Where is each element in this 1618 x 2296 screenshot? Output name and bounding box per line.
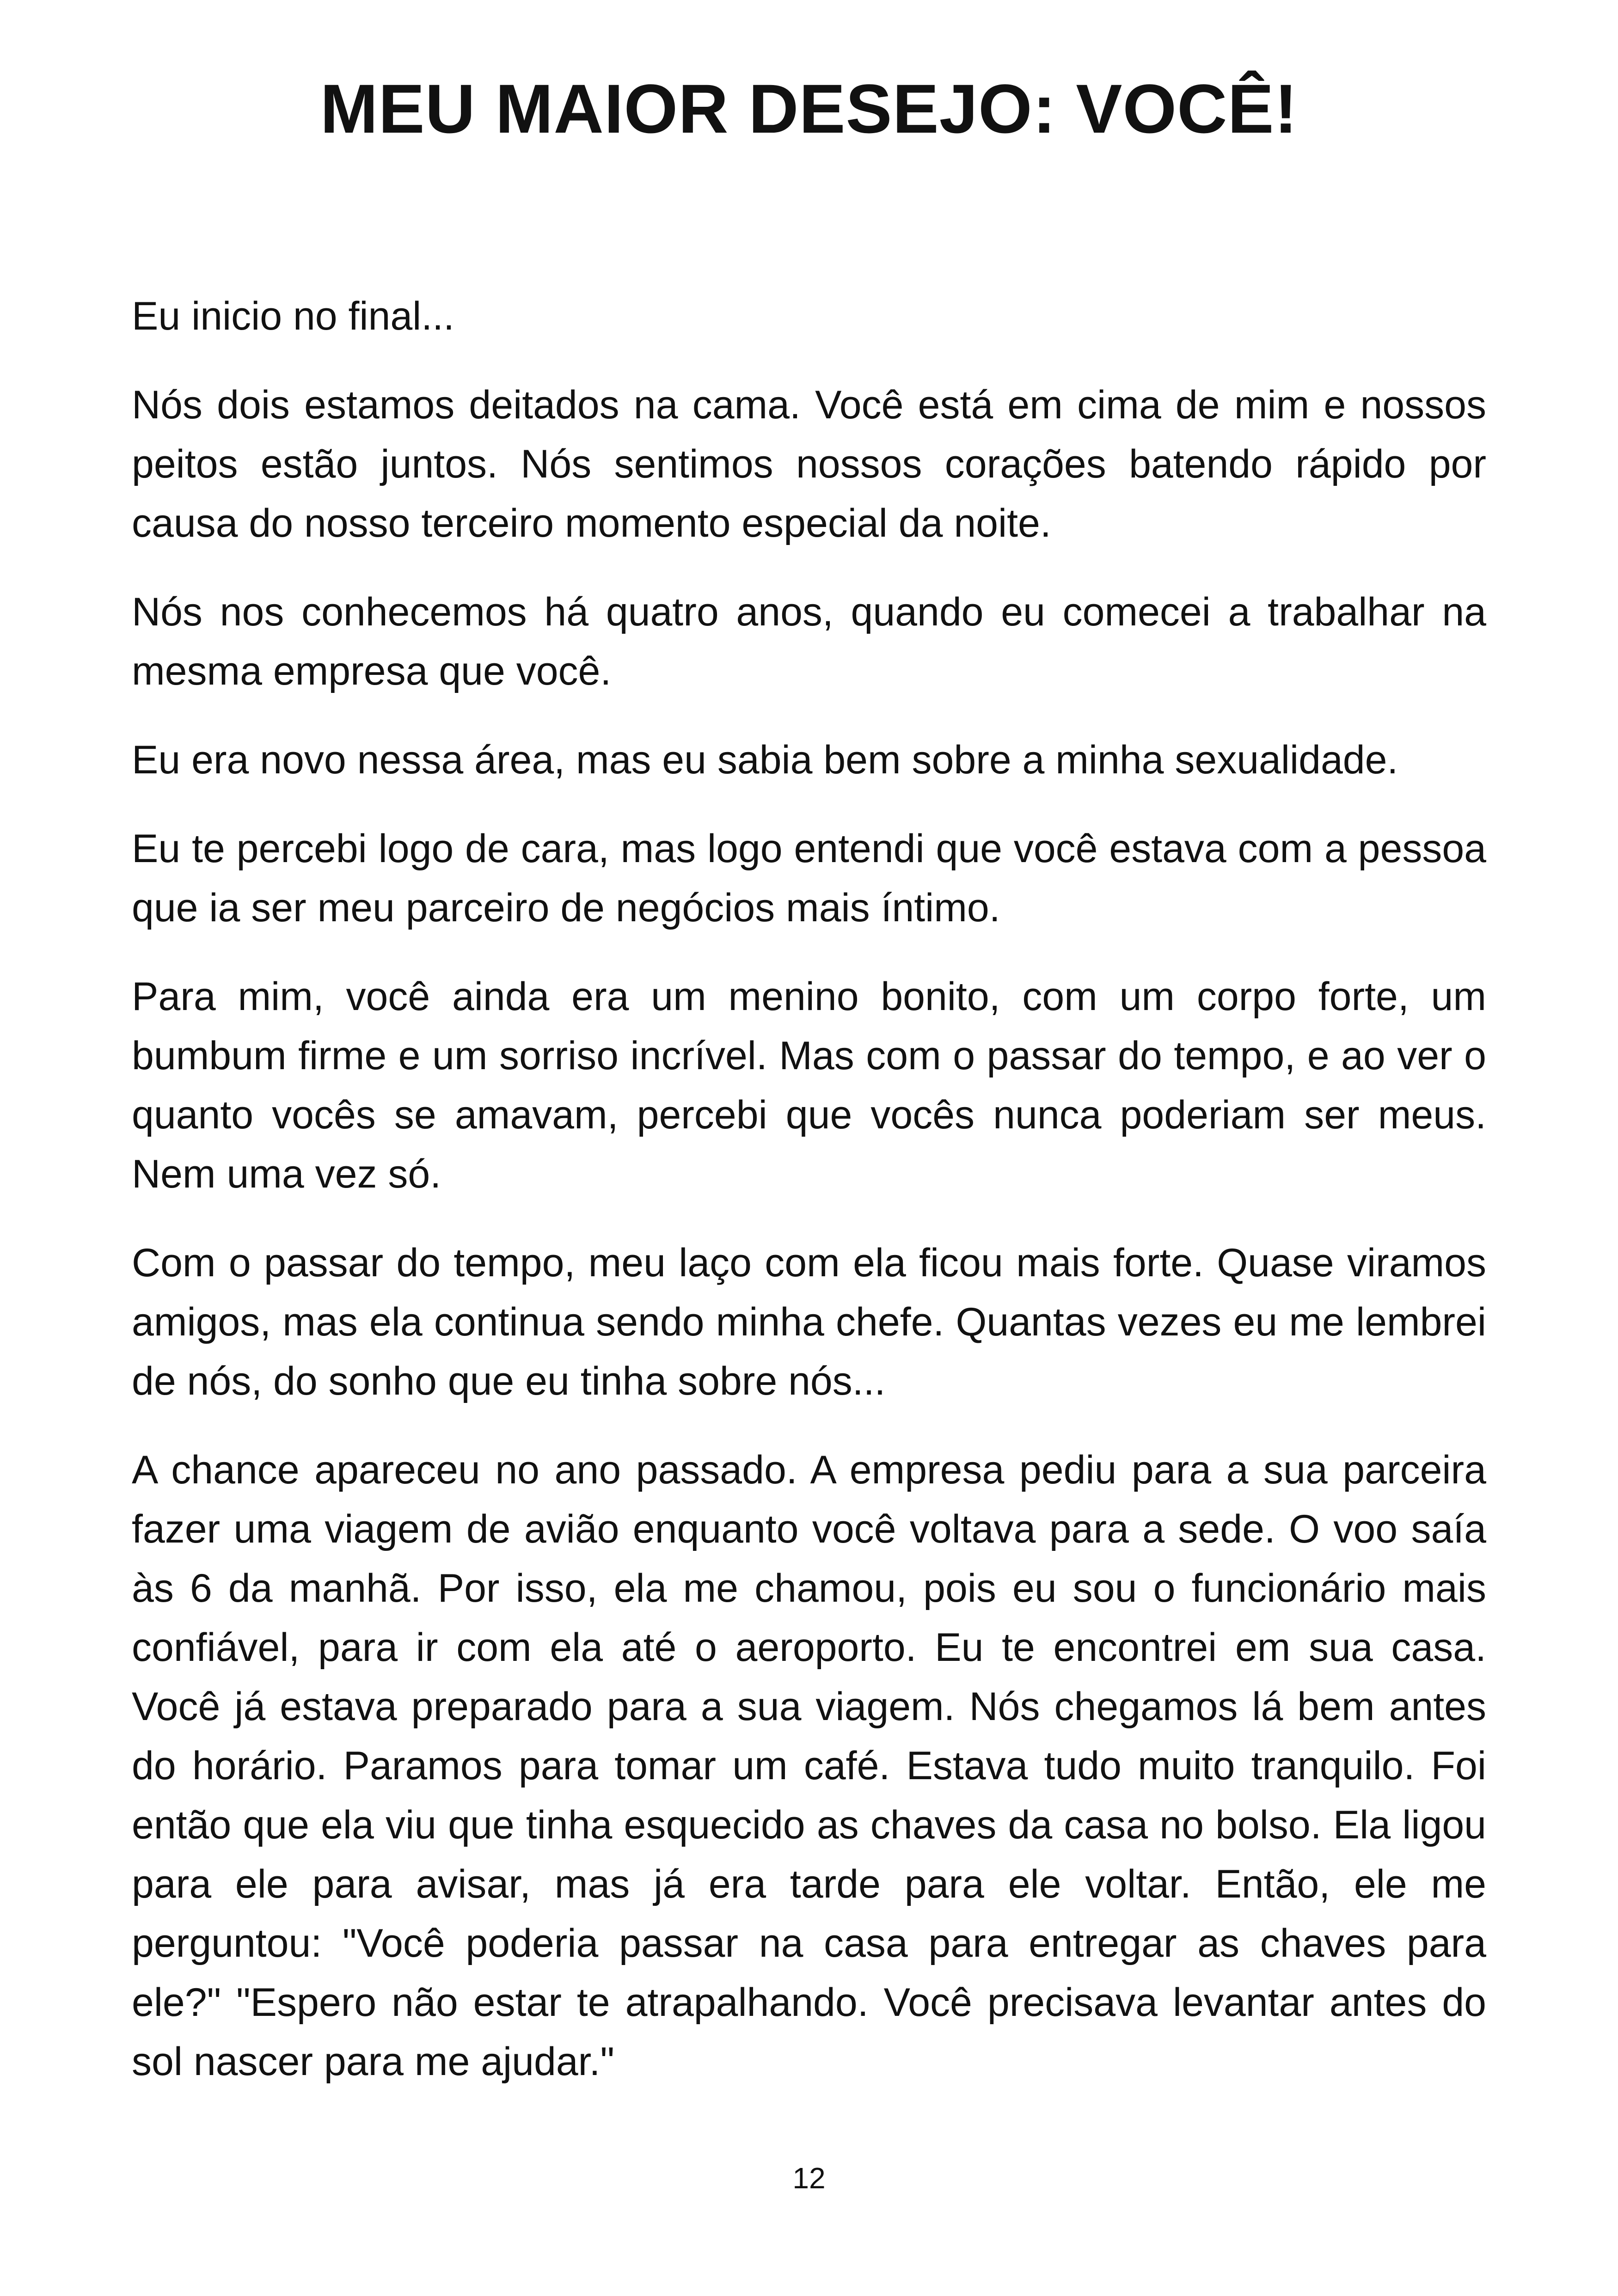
body-text: [132, 287, 1486, 2121]
paragraph: Eu inicio no final...: [132, 294, 454, 338]
paragraph: Para mim, você ainda era um menino bonito, com um corpo forte, um bumbum firme e um sorriso incrível. Mas com o passar do tempo, e ao ver o quanto vocês se amavam, percebi que vocês nunca poderiam ser meus. Nem uma vez só.: [132, 974, 1486, 1196]
paragraph: Com o passar do tempo, meu laço com ela ficou mais forte. Quase viramos amigos, mas ela continua sendo minha chefe. Quantas vezes eu me lembrei de nós, do sonho que eu tinha sobre nós...: [132, 1241, 1486, 1403]
page-title: MEU MAIOR DESEJO: VOCÊ!: [320, 70, 1298, 147]
paragraph: Nós nos conhecemos há quatro anos, quando eu comecei a trabalhar na mesma empresa que você.: [132, 590, 1486, 693]
paragraph: Nós dois estamos deitados na cama. Você está em cima de mim e nossos peitos estão juntos. Nós sentimos nossos corações batendo rápido por causa do nosso terceiro momento especial da noite.: [132, 383, 1486, 545]
paragraph: A chance apareceu no ano passado. A empresa pediu para a sua parceira fazer uma viagem de avião enquanto você voltava para a sede. O voo saía às 6 da manhã. Por isso, ela me chamou, pois eu sou o funcionário mais confiável, para ir com ela até o aeroporto. Eu te encontrei em sua casa. Você já estava preparado para a sua viagem. Nós chegamos lá bem antes do horário. Paramos para tomar um café. Estava tudo muito tranquilo. Foi então que ela viu que tinha esquecido as chaves da casa no bolso. Ela ligou para ele para avisar, mas já era tarde para ele voltar. Então, ele me perguntou: "Você poderia passar na casa para entregar as chaves para ele?" "Espero não estar te atrapalhando. Você precisava levantar antes do sol nascer para me ajudar.": [132, 1448, 1486, 2084]
page-number: 12: [792, 2161, 826, 2195]
paragraph: Eu te percebi logo de cara, mas logo entendi que você estava com a pessoa que ia ser meu parceiro de negócios mais íntimo.: [132, 827, 1486, 930]
paragraph: Eu era novo nessa área, mas eu sabia bem sobre a minha sexualidade.: [132, 738, 1398, 782]
